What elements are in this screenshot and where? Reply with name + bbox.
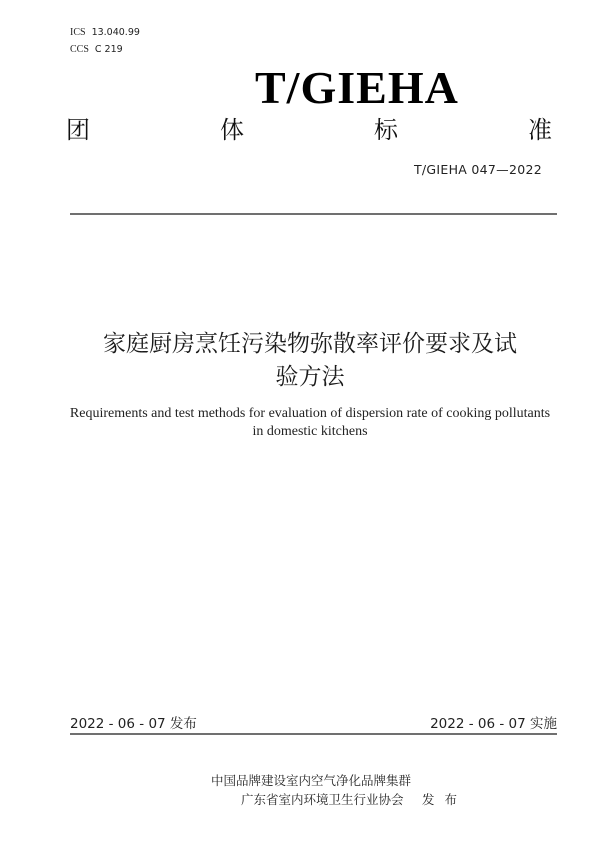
- english-title-line2: in domestic kitchens: [252, 424, 368, 439]
- standard-type-char: 准: [528, 116, 552, 144]
- ccs-classification: [70, 44, 123, 56]
- chinese-title-line1: 家庭厨房烹饪污染物弥散率评价要求及试: [103, 331, 517, 357]
- standard-number: T/GIEHA 047—2022: [413, 162, 542, 177]
- standard-type: [66, 116, 552, 144]
- standard-type-char: 团: [66, 116, 90, 144]
- header-divider: [70, 213, 557, 215]
- standard-type-char: 标: [374, 116, 398, 144]
- issuer-org-2: 广东省室内环境卫生行业协会: [241, 792, 404, 807]
- issue-action: 发布: [422, 792, 468, 807]
- publish-date: 2022 - 06 - 07 发布: [70, 716, 197, 732]
- ics-label: ICS: [70, 27, 86, 38]
- implement-date: 2022 - 06 - 07 实施: [430, 716, 557, 732]
- ccs-code: C 219: [94, 44, 123, 55]
- ics-classification: [70, 27, 140, 39]
- english-title: [50, 405, 570, 441]
- ccs-label: CCS: [70, 44, 89, 55]
- chinese-title-line2: 验方法: [275, 364, 345, 390]
- footer-divider: [70, 733, 557, 735]
- ics-code: 13.040.99: [91, 27, 140, 38]
- english-title-line1: Requirements and test methods for evaluation of dispersion rate of cooking pollutants: [69, 406, 551, 421]
- chinese-title: [60, 328, 560, 394]
- issuer-org-1: 中国品牌建设室内空气净化品牌集群: [211, 773, 412, 788]
- standard-logo: T/GIEHA: [255, 62, 459, 113]
- standard-type-char: 体: [220, 116, 244, 144]
